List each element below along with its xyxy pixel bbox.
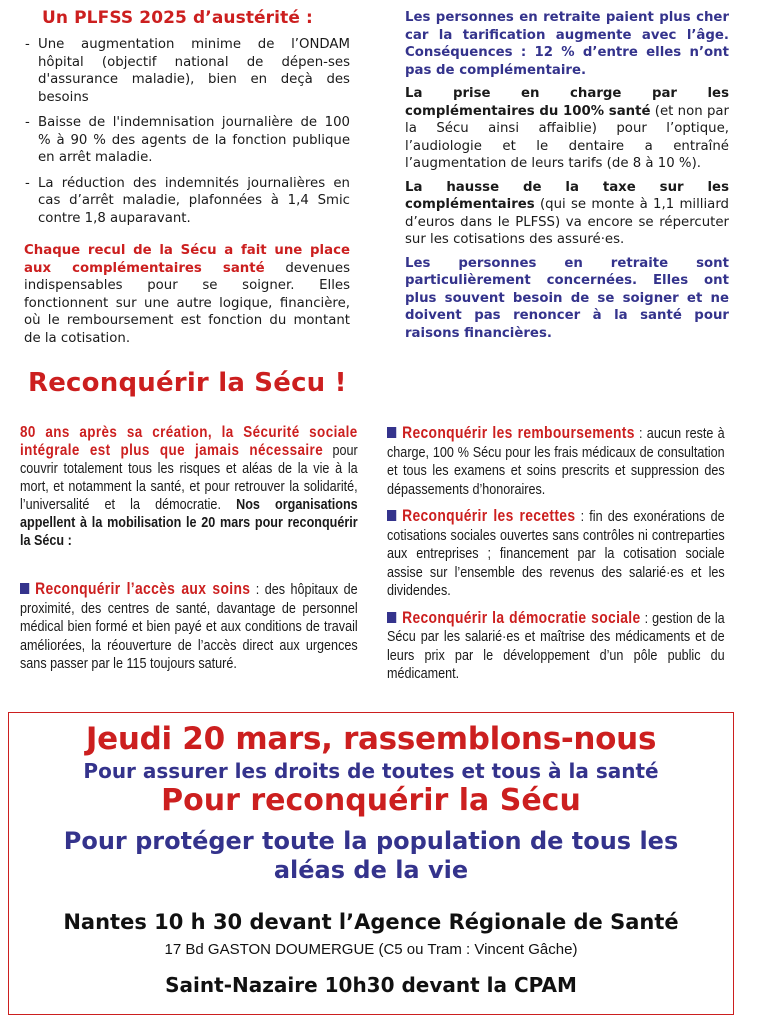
intro-lead: 80 ans après sa création, la Sécurité sociale intégrale est plus que jamais nécessaire xyxy=(20,424,358,459)
retraite-paragraph-3-lead: La hausse de la taxe sur les complémentaires xyxy=(405,179,729,212)
nantes-address: 17 Bd GASTON DOUMERGUE (C5 ou Tram : Vincent Gâche) xyxy=(164,941,578,958)
slogan-secu: Pour reconquérir la Sécu xyxy=(161,783,581,818)
bullet-recettes xyxy=(387,507,725,601)
retraite-paragraph-4: Les personnes en retraite sont particulièrement concernées. Elles ont plus souvent besoin de se soigner et ne doivent pas renoncer à la santé pour raisons financières. xyxy=(405,255,729,341)
bullet-heading: Reconquérir l’accès aux soins xyxy=(35,580,251,598)
retraite-paragraph-2-text: (et non par la Sécu ainsi affaiblie) pour l’optique, l’audiologie et le dentaire a entraîné l’augmentation de leurs tarifs (de 8 à 10 %). xyxy=(405,103,729,171)
bullet-text: : aucun reste à charge, 100 % Sécu pour les frais médicaux de consultation et tous les examens et soins prescrits et suppression des dépassements d’honoraires. xyxy=(387,425,725,498)
intro-call-to-action: Nos organisations appellent à la mobilisation le 20 mars pour reconquérir la Sécu : xyxy=(20,496,358,549)
intro-paragraph xyxy=(20,424,358,550)
reconquerir-right-column xyxy=(387,424,725,684)
square-bullet-icon xyxy=(387,612,396,623)
list-item: - Une augmentation minime de l’ONDAM hôpital (objectif national de dépen-ses d'assurance maladie), bien en deçà des besoins xyxy=(24,36,350,106)
bullet-text: : gestion de la Sécu par les salarié·es et maîtrise des médicaments et de leurs prix par le développement d’un pôle public du médicament. xyxy=(387,609,725,682)
saint-nazaire-location: Saint-Nazaire 10h30 devant la CPAM xyxy=(165,973,577,997)
plfss-column xyxy=(24,8,350,347)
bullet-text: : des hôpitaux de proximité, des centres de santé, davantage de personnel médical bien formé et bien payé et aux conditions de travail améliorées, la réouverture de l’accès direct aux urgences sans passer par le 115 toujours saturé. xyxy=(20,581,358,672)
list-item: - La réduction des indemnités journalières en cas d’arrêt maladie, plafonnées à 1,4 Smic contre 1,8 auparavant. xyxy=(24,175,350,228)
retraite-column xyxy=(405,9,729,348)
bullet-heading: Reconquérir la démocratie sociale xyxy=(402,608,641,627)
retraite-paragraph-3 xyxy=(405,179,729,249)
list-item: - Baisse de l'indemnisation journalière de 100 % à 90 % des agents de la fonction publique en arrêt maladie. xyxy=(24,114,350,167)
bullet-democratie xyxy=(387,609,725,684)
retraite-paragraph-1: Les personnes en retraite paient plus cher car la tarification augmente avec l’âge. Conséquences : 12 % d’entre elles n’ont pas de complémentaire. xyxy=(405,10,729,78)
slogan-population: Pour protéger toute la population de tous les aléas de la vie xyxy=(63,827,679,884)
intro-text: pour couvrir totalement tous les risques et aléas de la vie à la mort, et notamment la santé, et pour retrouver la solidarité, l’universalité et la démocratie. xyxy=(20,442,358,513)
complementaires-lead: Chaque recul de la Sécu a fait une place aux complémentaires santé xyxy=(24,243,350,276)
bullet-text: : fin des exonérations de cotisations sociales ouvertes sans contrôles ni contreparties aux entreprises ; financement par la cotisation sociale assise sur l’ensemble des revenus des salarié·es et les dividendes. xyxy=(387,508,725,599)
square-bullet-icon xyxy=(20,583,29,594)
bullet-heading: Reconquérir les remboursements xyxy=(402,424,635,442)
bullet-acces-soins xyxy=(20,580,358,674)
slogan-droits: Pour assurer les droits de toutes et tous à la santé xyxy=(83,759,659,783)
section-title: Reconquérir la Sécu ! xyxy=(28,368,347,398)
rassemblement-box xyxy=(8,712,734,1015)
retraite-paragraph-2-lead: La prise en charge par les complémentaires du 100% santé xyxy=(405,86,729,119)
retraite-paragraph-2 xyxy=(405,85,729,173)
square-bullet-icon xyxy=(387,427,396,438)
retraite-paragraph-3-text: (qui se monte à 1,1 milliard d’euros dans le PLFSS) va encore se répercuter sur les cotisations des assuré·es. xyxy=(405,197,729,247)
reconquerir-left-column xyxy=(20,424,358,674)
square-bullet-icon xyxy=(387,510,396,521)
complementaires-paragraph xyxy=(24,242,350,347)
plfss-list xyxy=(24,36,350,227)
bullet-remboursements xyxy=(387,424,725,499)
plfss-title: Un PLFSS 2025 d’austérité : xyxy=(42,8,313,28)
complementaires-text: devenues indispensables pour se soigner. Elles fonctionnent sur une autre logique, financière, où le remboursement est fonction du montant de la cotisation. xyxy=(24,260,350,346)
nantes-location: Nantes 10 h 30 devant l’Agence Régionale de Santé xyxy=(63,910,679,934)
bullet-heading: Reconquérir les recettes xyxy=(402,507,576,525)
rassemblement-headline: Jeudi 20 mars, rassemblons-nous xyxy=(85,721,657,757)
